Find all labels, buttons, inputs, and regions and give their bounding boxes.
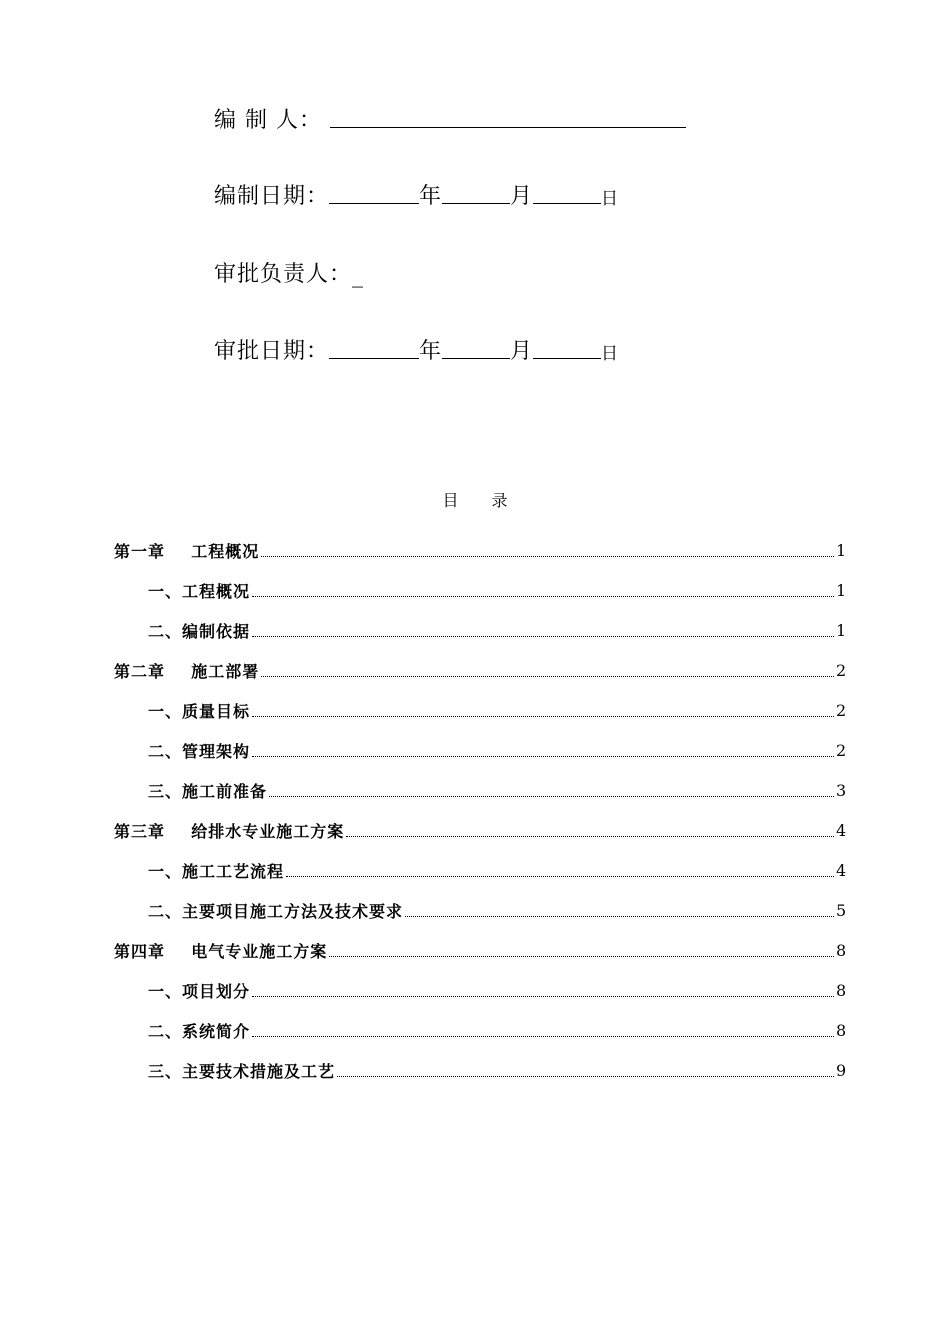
approved-day-blank[interactable] (533, 334, 601, 359)
toc-leader-dots (286, 876, 834, 877)
toc-leader-dots (269, 796, 834, 797)
toc-entry[interactable] (114, 770, 846, 810)
approved-day-unit: 日 (601, 344, 620, 364)
approver-label: 审批负责人： (214, 262, 353, 287)
toc-page-number: 1 (836, 540, 847, 560)
toc-entry-text: 二、主要项目施工方法及技术要求 (148, 901, 404, 921)
toc-entry-text: 一、项目划分 (148, 981, 251, 1001)
toc-entry[interactable] (114, 650, 846, 690)
prepared-date-label: 编制日期： (214, 184, 330, 209)
toc-page-number: 8 (836, 940, 847, 960)
toc-entry-text: 二、管理架构 (148, 741, 251, 761)
toc-title: 目 录 (442, 491, 522, 510)
prepared-date-row (214, 176, 619, 210)
toc-page-number: 5 (836, 900, 847, 920)
toc-page-number: 8 (836, 1020, 847, 1040)
toc-entry-text: 三、施工前准备 (148, 781, 268, 801)
toc-entry-text: 第三章 给排水专业施工方案 (114, 821, 345, 841)
toc-leader-dots (261, 676, 834, 677)
toc-page-number: 8 (836, 980, 847, 1000)
toc-page-number: 9 (836, 1060, 847, 1080)
toc-page-number: 4 (836, 820, 847, 840)
toc-entry[interactable] (114, 1010, 846, 1050)
approved-month-blank[interactable] (442, 334, 510, 359)
toc-leader-dots (252, 636, 834, 637)
prepared-month-unit: 月 (510, 184, 534, 209)
prepared-day-unit: 日 (601, 189, 620, 209)
toc-leader-dots (252, 596, 834, 597)
toc-entry-text: 二、编制依据 (148, 621, 251, 641)
toc-leader-dots (337, 1076, 834, 1077)
toc-entry[interactable] (114, 610, 846, 650)
toc-entry[interactable] (114, 930, 846, 970)
approved-year-unit: 年 (419, 339, 443, 364)
toc-entry[interactable] (114, 690, 846, 730)
prepared-year-unit: 年 (419, 184, 443, 209)
toc-page-number: 4 (836, 860, 847, 880)
prepared-year-blank[interactable] (329, 179, 419, 204)
toc-entry-text: 三、主要技术措施及工艺 (148, 1061, 336, 1081)
toc-page-number: 2 (836, 700, 847, 720)
toc-entry-text: 第一章 工程概况 (114, 541, 260, 561)
approved-month-unit: 月 (510, 339, 534, 364)
prepared-month-blank[interactable] (442, 179, 510, 204)
toc-entry-text: 一、施工工艺流程 (148, 861, 285, 881)
toc-entry-text: 二、系统简介 (148, 1021, 251, 1041)
approved-year-blank[interactable] (329, 334, 419, 359)
toc-entry-text: 一、质量目标 (148, 701, 251, 721)
toc-entry[interactable] (114, 970, 846, 1010)
toc-leader-dots (346, 836, 834, 837)
prepared-day-blank[interactable] (533, 179, 601, 204)
toc-entry[interactable] (114, 570, 846, 610)
table-of-contents (114, 530, 846, 1090)
toc-entry[interactable] (114, 850, 846, 890)
toc-entry-text: 一、工程概况 (148, 581, 251, 601)
toc-entry[interactable] (114, 810, 846, 850)
approver-value[interactable]: _ (352, 263, 365, 288)
toc-leader-dots (252, 996, 834, 997)
toc-entry-text: 第二章 施工部署 (114, 661, 260, 681)
toc-page-number: 3 (836, 780, 847, 800)
prepared-by-row (214, 100, 686, 134)
toc-entry[interactable] (114, 1050, 846, 1090)
toc-entry-text: 第四章 电气专业施工方案 (114, 941, 328, 961)
toc-leader-dots (405, 916, 834, 917)
toc-page-number: 1 (836, 620, 847, 640)
toc-entry[interactable] (114, 530, 846, 570)
toc-leader-dots (261, 556, 834, 557)
toc-entry[interactable] (114, 890, 846, 930)
toc-page-number: 1 (836, 580, 847, 600)
prepared-by-label: 编 制 人： (214, 108, 322, 133)
approved-date-row (214, 331, 619, 365)
approved-date-label: 审批日期： (214, 339, 330, 364)
toc-leader-dots (252, 716, 834, 717)
toc-leader-dots (329, 956, 834, 957)
approver-row (214, 254, 364, 288)
toc-page-number: 2 (836, 660, 847, 680)
toc-leader-dots (252, 756, 834, 757)
toc-page-number: 2 (836, 740, 847, 760)
toc-entry[interactable] (114, 730, 846, 770)
toc-leader-dots (252, 1036, 834, 1037)
prepared-by-blank[interactable] (330, 103, 686, 128)
